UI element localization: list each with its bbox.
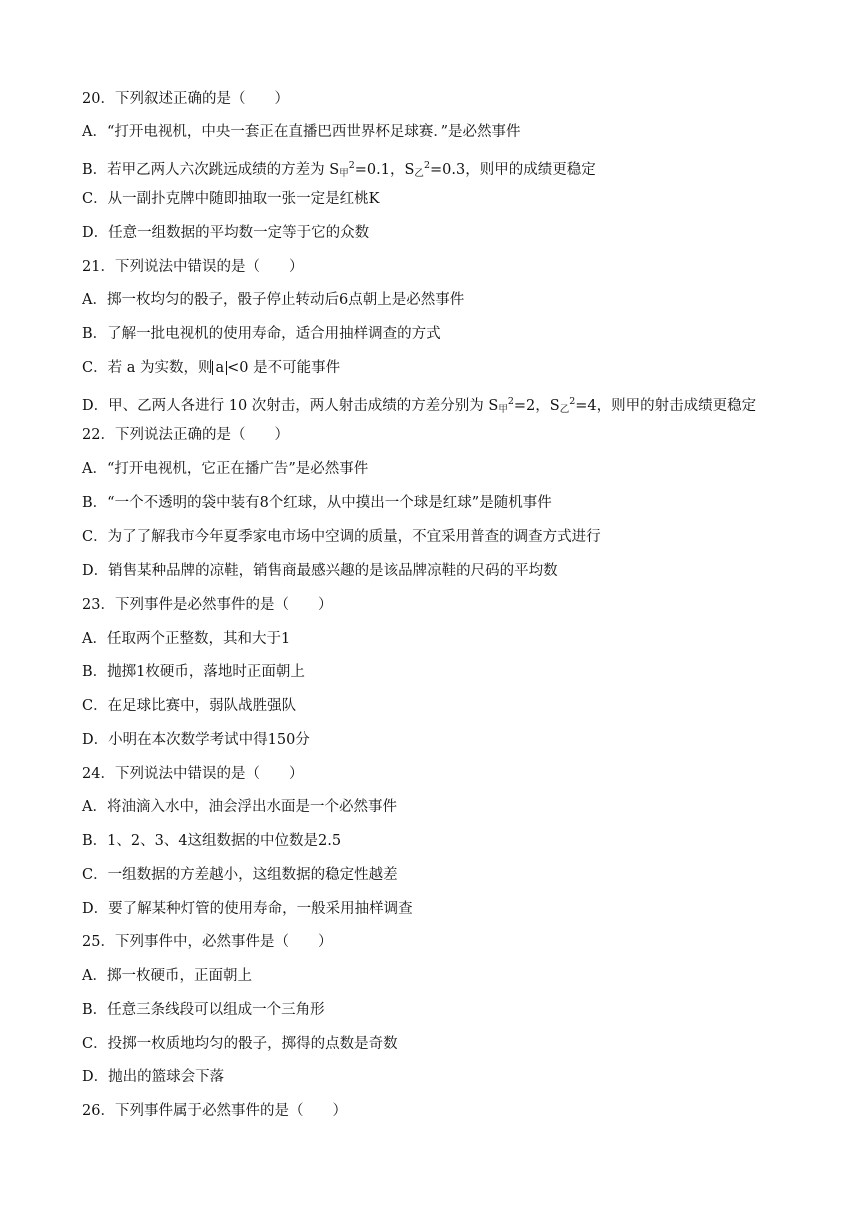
question-20-option-b: B．若甲乙两人六次跳远成绩的方差为 $S_甲^2=0.1$，$S_乙^2=0.3$，则甲的成绩更稳定: [82, 160, 596, 179]
question-22-stem: 22．下列说法正确的是（ ）: [82, 427, 289, 443]
question-25-option-a: A．掷一枚硬币，正面朝上: [82, 968, 252, 984]
question-25-option-c: C．投掷一枚质地均匀的骰子，掷得的点数是奇数: [82, 1036, 398, 1052]
question-21-option-c: C．若 a 为实数，则 a <0 是不可能事件: [82, 360, 341, 376]
question-22-option-b: B．“一个不透明的袋中装有8个红球，从中摸出一个球是红球”是随机事件: [82, 495, 552, 511]
question-20-option-a: A．“打开电视机，中央一套正在直播巴西世界杯足球赛．”是必然事件: [82, 124, 521, 140]
absolute-value-a: a: [212, 361, 227, 375]
question-25-stem: 25．下列事件中，必然事件是（ ）: [82, 934, 333, 950]
question-20-option-c: C．从一副扑克牌中随即抽取一张一定是红桃K: [82, 191, 380, 207]
question-23-option-b: B．抛掷1枚硬币，落地时正面朝上: [82, 664, 305, 680]
question-23-option-c: C．在足球比赛中，弱队战胜强队: [82, 698, 297, 714]
question-23-option-a: A．任取两个正整数，其和大于1: [82, 631, 291, 647]
question-23-stem: 23．下列事件是必然事件的是（ ）: [82, 597, 333, 613]
question-24-option-a: A．将油滴入水中，油会浮出水面是一个必然事件: [82, 799, 397, 815]
question-24-stem: 24．下列说法中错误的是（ ）: [82, 766, 304, 782]
question-22-option-a: A．“打开电视机，它正在播广告”是必然事件: [82, 461, 369, 477]
question-21-option-b: B．了解一批电视机的使用寿命，适合用抽样调查的方式: [82, 326, 441, 342]
question-26-stem: 26．下列事件属于必然事件的是（ ）: [82, 1103, 347, 1119]
question-24-option-d: D．要了解某种灯管的使用寿命，一般采用抽样调查: [82, 901, 413, 917]
question-22-option-d: D．销售某种品牌的凉鞋，销售商最感兴趣的是该品牌凉鞋的尺码的平均数: [82, 563, 558, 579]
question-25-option-d: D．抛出的篮球会下落: [82, 1069, 225, 1085]
question-24-option-b: B．1、2、3、4这组数据的中位数是2.5: [82, 833, 342, 849]
question-20-option-d: D．任意一组数据的平均数一定等于它的众数: [82, 225, 370, 241]
question-20-stem: 20．下列叙述正确的是（ ）: [82, 91, 289, 107]
question-21-option-a: A．掷一枚均匀的骰子，骰子停止转动后6点朝上是必然事件: [82, 292, 465, 308]
question-23-option-d: D．小明在本次数学考试中得150分: [82, 732, 310, 748]
question-22-option-c: C．为了了解我市今年夏季家电市场中空调的质量，不宜采用普查的调查方式进行: [82, 529, 601, 545]
question-21-option-d: D．甲、乙两人各进行 10 次射击，两人射击成绩的方差分别为 $S_甲^2=2$，$S_乙^2=4$，则甲的射击成绩更稳定: [82, 396, 757, 415]
question-25-option-b: B．任意三条线段可以组成一个三角形: [82, 1002, 325, 1018]
question-21-stem: 21．下列说法中错误的是（ ）: [82, 259, 304, 275]
question-24-option-c: C．一组数据的方差越小，这组数据的稳定性越差: [82, 867, 398, 883]
